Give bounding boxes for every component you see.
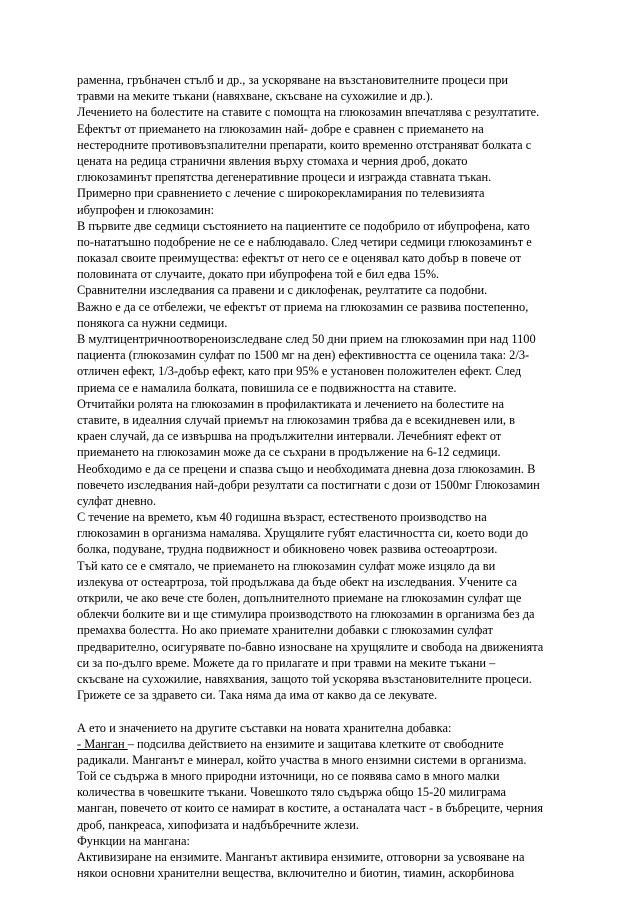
text-line: В първите две седмици състоянието на пациентите се подобрило от ибупрофена, като	[77, 218, 530, 233]
text-line: повечето изследвания най-добри резултати са постигнати с дози от 1500мг Глюкозамин	[77, 477, 540, 492]
text-line: премахва болестта. Но ако приемате хранителни добавки с глюкозамин сулфат	[77, 623, 493, 638]
text-line: радикали. Манганът е минерал, който участва в много ензимни системи в организма.	[77, 752, 527, 767]
text-line: раменна, гръбначен стълб и др., за ускоряване на възстановителните процеси при	[77, 73, 509, 87]
text-line: показал своите преимущества: ефектът от него се е оценявал като добър в повече от	[77, 251, 521, 266]
text-line: ибупрофен и глюкозамин:	[77, 202, 215, 217]
text-line: сулфат дневно.	[77, 493, 157, 508]
text-line: Сравнителни изследвания са правени и с диклофенак, реултатите са подобни.	[77, 283, 488, 298]
text-line: Грижете се за здравето си. Така няма да има от какво да се лекувате.	[77, 688, 438, 703]
text-line: предварително, осигурявате по-бавно износване на хрущялите и свобода на движенията	[77, 639, 544, 654]
text-line: нестеродните противовъзпалителни препарати, които временно отстраняват болката с	[77, 137, 532, 152]
manganese-description: – подсилва действието на ензимите и защитава клетките от свободните	[127, 736, 504, 751]
text-line: приемането на глюкозамин може да се съхрани в продължение на 6-12 седмици.	[77, 445, 501, 460]
text-line: Ефектът от приемането на глюкозамин най- добре е сравнен с приемането на	[77, 121, 484, 136]
text-line: Отчитайки ролята на глюкозамин в профилактиката и лечението на болестите на	[77, 396, 505, 411]
text-line: понякога са нужни седмици.	[77, 315, 228, 330]
text-line: отличен ефект, 1/3-добър ефект, като при 95% е установен положителен ефект. След	[77, 364, 522, 379]
text-line: Важно е да се отбележи, че ефектът от приема на глюкозамин се развива постепенно,	[77, 299, 529, 314]
text-line: Тъй като се е смятало, че приемането на глюкозамин сулфат може изцяло да ви	[77, 558, 496, 573]
text-line: Активизиране на ензимите. Манганът активира ензимите, отговорни за усвояване на	[77, 850, 525, 864]
paragraph-glucosamine	[77, 72, 561, 703]
text-line: облекчи болките ви и ще стимулира производството на глюкозамин в организма без да	[77, 607, 535, 622]
text-line: Той се съдържа в много природни източници, но се появява само в много малки	[77, 769, 500, 784]
text-line: си за по-дълго време. Можете да го прилагате и при травми на меките тъкани –	[77, 655, 496, 670]
text-line: Необходимо е да се прецени и спазва също и необходимата дневна доза глюкозамин. В	[77, 461, 536, 476]
document-page	[77, 72, 561, 881]
text-line: цената на редица странични явления върху стомаха и черния дроб, докато	[77, 153, 468, 168]
text-line: количества в човешките тъкани. Човешкото тяло съдържа общо 15-20 милиграма	[77, 785, 507, 800]
text-line: излекува от остеартроза, той продължава да бъде обект на изследвания. Учените са	[77, 574, 518, 589]
text-line: глюкозаминът препятства дегенеративние процеси и изгражда ставната тъкан.	[77, 170, 492, 185]
text-line: Лечението на болестите на ставите с помощта на глюкозамин впечатлява с резултатите.	[77, 105, 540, 120]
text-line: травми на меките тъкани (навяхване, скъсване на сухожилие и др.).	[77, 89, 433, 104]
text-line: по-нататъшно подобрение не се е наблюдавало. След четири седмици глюкозаминът е	[77, 234, 532, 249]
text-line: половината от случаите, докато при ибупрофена той е бил едва 15%.	[77, 267, 440, 282]
text-line: краен случай, да се извършва на продължителни интервали. Лечебният ефект от	[77, 429, 502, 444]
text-line: глюкозамин в организма намалява. Хрущялите губят еластичността си, което води до	[77, 526, 529, 541]
text-line: пациента (глюкозамин сулфат по 1500 мг на ден) ефективността се оценила така: 2/3-	[77, 348, 530, 363]
manganese-heading: - Манган	[77, 736, 128, 751]
paragraph-ingredients	[77, 720, 561, 882]
manganese-line	[77, 736, 561, 752]
text-line: Функции на мангана:	[77, 833, 190, 848]
text-line: ставите, в идеалния случай приемът на глюкозамин трябва да е всекидневен или, в	[77, 412, 515, 427]
text-line: приема се е намалила болката, повишила се е подвижността на ставите.	[77, 380, 457, 395]
paragraph-gap	[77, 703, 561, 719]
text-line: манган, повечето от които се намират в костите, а останалата част - в бъбреците, черния	[77, 801, 543, 816]
text-line: някои основни хранителни вещества, включително и биотин, тиамин, аскорбинова	[77, 866, 515, 881]
text-line: дроб, панкреаса, хипофизата и надбъбречните жлези.	[77, 817, 359, 832]
text-line: Примерно при сравнението с лечение с широкорекламирания по телевизията	[77, 186, 485, 201]
text-line: открили, че ако вече сте болен, допълнителното приемане на глюкозамин сулфат ще	[77, 591, 522, 605]
text-line: скъсване на сухожилие, навяхвания, защото той ускорява възстановителните процеси.	[77, 671, 532, 686]
text-line: А ето и значението на другите съставки на новата хранителна добавка:	[77, 720, 452, 735]
text-line: В мултицентричноотвореноизследване след 50 дни прием на глюкозамин при над 1100	[77, 332, 536, 346]
text-line: С течение на времето, към 40 годишна възраст, естественото производство на	[77, 510, 487, 525]
text-line: болка, подуване, трудна подвижност и обикновено човек развива остеоартрози.	[77, 542, 498, 557]
